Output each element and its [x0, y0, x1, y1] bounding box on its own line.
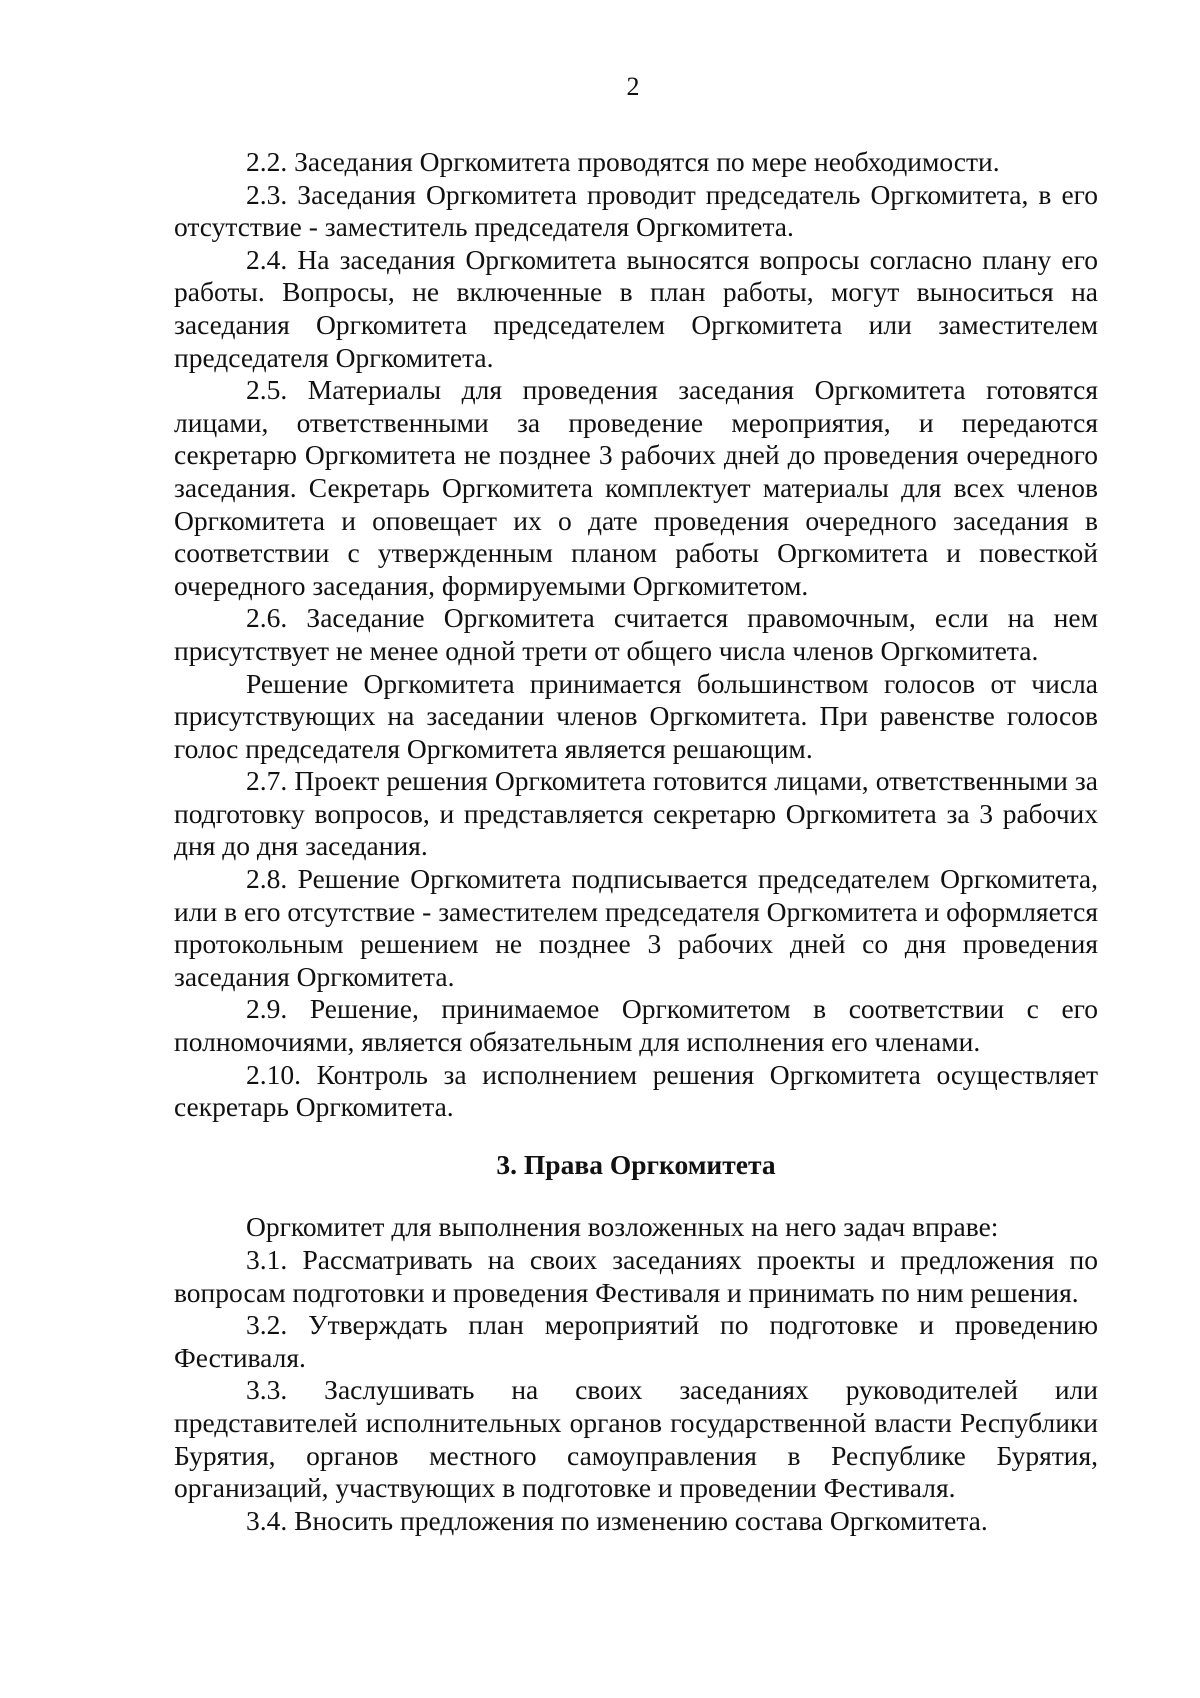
paragraph-3-4: 3.4. Вносить предложения по изменению состава Оргкомитета. [246, 1504, 988, 1536]
paragraph-2-6: 2.6. Заседание Оргкомитета считается правомочным, если на нем присутствует не менее одной трети от общего числа членов Оргкомитета. [174, 602, 1098, 666]
paragraph-2-6-decision: Решение Оргкомитета принимается большинством голосов от числа присутствующих на заседании членов Оргкомитета. При равенстве голосов голос председателя Оргкомитета является решающим. [174, 667, 1098, 764]
paragraph-2-3: 2.3. Заседания Оргкомитета проводит председатель Оргкомитета, в его отсутствие - заместитель председателя Оргкомитета. [174, 178, 1098, 243]
page-number: 2 [626, 72, 640, 101]
paragraph-2-4: 2.4. На заседания Оргкомитета выносятся вопросы согласно плану его работы. Вопросы, не включенные в план работы, могут выноситься на заседания Оргкомитета председателем Оргкомитета или заместителем председателя Оргкомитета. [174, 243, 1098, 373]
paragraph-3-3: 3.3. Заслушивать на своих заседаниях руководителей или представителей исполнительных органов государственной власти Республики Бурятия, органов местного самоуправления в Республике Бурятия, организаций, участвующих в подготовке и проведении Фестиваля. [174, 1374, 1098, 1504]
paragraph-3-2: 3.2. Утверждать план мероприятий по подготовке и проведению Фестиваля. [174, 1309, 1098, 1373]
paragraph-2-8: 2.8. Решение Оргкомитета подписывается председателем Оргкомитета, или в его отсутствие - заместителем председателя Оргкомитета и оформляется протокольным решением не позднее 3 рабочих дней со дня проведения заседания Оргкомитета. [174, 863, 1098, 992]
paragraph-2-9: 2.9. Решение, принимаемое Оргкомитетом в соответствии с его полномочиями, является обязательным для исполнения его членами. [174, 993, 1098, 1058]
section-3-heading: 3. Права Оргкомитета [496, 1148, 776, 1180]
paragraph-2-10: 2.10. Контроль за исполнением решения Оргкомитета осуществляет секретарь Оргкомитета. [174, 1058, 1098, 1123]
paragraph-2-5: 2.5. Материалы для проведения заседания Оргкомитета готовятся лицами, ответственными за проведение мероприятия, и передаются секретарю Оргкомитета не позднее 3 рабочих дней до проведения очередного заседания. Секретарь Оргкомитета комплектует материалы для всех членов Оргкомитета и оповещает их о дате проведения очередного заседания в соответствии с утвержденным планом работы Оргкомитета и повесткой очередного заседания, формируемыми Оргкомитетом. [174, 374, 1098, 601]
paragraph-3-1: 3.1. Рассматривать на своих заседаниях проекты и предложения по вопросам подготовки и проведения Фестиваля и принимать по ним решения. [174, 1244, 1098, 1308]
paragraph-3-intro: Оргкомитет для выполнения возложенных на него задач вправе: [246, 1211, 999, 1243]
document-body [174, 146, 1098, 1537]
paragraph-2-2: 2.2. Заседания Оргкомитета проводятся по мере необходимости. [246, 146, 1000, 177]
paragraph-2-7: 2.7. Проект решения Оргкомитета готовится лицами, ответственными за подготовку вопросов, и представляется секретарю Оргкомитета за 3 рабочих дня до дня заседания. [174, 765, 1098, 862]
